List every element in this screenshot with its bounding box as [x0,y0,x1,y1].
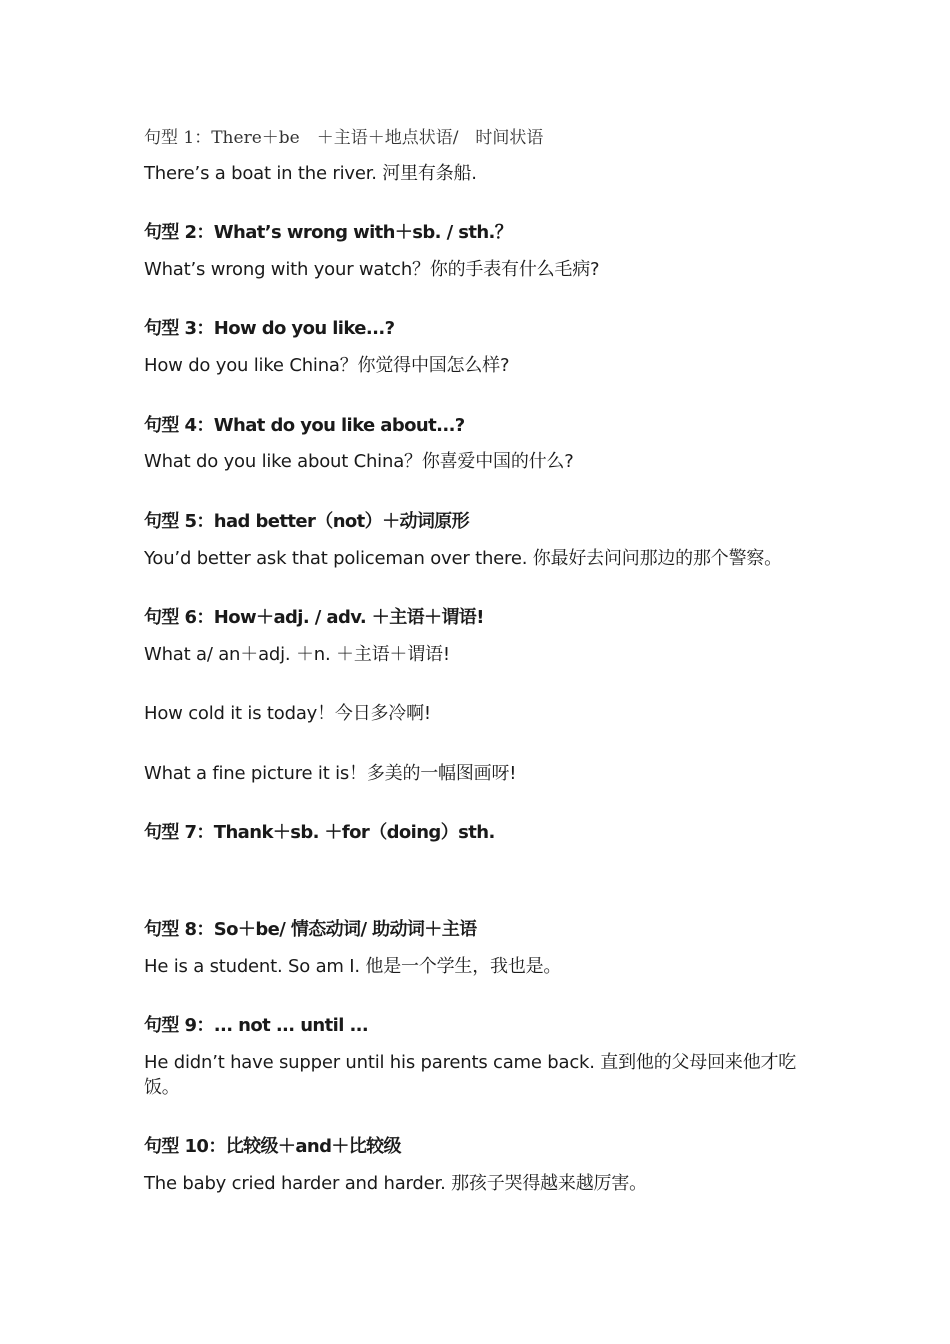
pattern-8-example: He is a student. So am I. 他是一个学生，我也是。 [144,956,562,977]
pattern-5-example: You’d better ask that policeman over there. 你最好去问问那边的那个警察。 [144,548,782,569]
pattern-4-example: What do you like about China？你喜爱中国的什么? [144,451,574,472]
pattern-9-heading: 句型 9：... not ... until ... [144,1015,369,1036]
pattern-10-heading: 句型 10：比较级＋and＋比较级 [144,1136,401,1157]
pattern-2-heading: 句型 2：What’s wrong with＋sb. / sth.？ [144,222,513,243]
pattern-6-example-2: What a fine picture it is！多美的一幅图画呀! [144,763,517,784]
pattern-10-example: The baby cried harder and harder. 那孩子哭得越来越厉害。 [144,1173,647,1194]
pattern-8-heading: 句型 8：So＋be/ 情态动词/ 助动词＋主语 [144,919,477,940]
pattern-4-heading: 句型 4：What do you like about...? [144,415,465,436]
pattern-6-heading: 句型 6：How＋adj. / adv. ＋主语＋谓语! [144,607,484,628]
pattern-9-example: He didn’t have supper until his parents came back. 直到他的父母回来他才吃饭。 [144,1052,797,1098]
pattern-1-example: There’s a boat in the river. 河里有条船. [144,163,477,184]
pattern-1-heading: 句型 1：There＋be ＋主语＋地点状语/ 时间状语 [144,128,544,148]
pattern-6-example-1: How cold it is today！今日多冷啊! [144,703,431,724]
pattern-6-variant: What a/ an＋adj. ＋n. ＋主语＋谓语! [144,644,450,665]
pattern-3-example: How do you like China？你觉得中国怎么样? [144,355,510,376]
pattern-2-example: What’s wrong with your watch？你的手表有什么毛病? [144,259,600,280]
pattern-5-heading: 句型 5：had better（not）＋动词原形 [144,511,470,532]
pattern-3-heading: 句型 3：How do you like...? [144,318,395,339]
pattern-7-heading: 句型 7：Thank＋sb. ＋for（doing）sth. [144,822,495,843]
